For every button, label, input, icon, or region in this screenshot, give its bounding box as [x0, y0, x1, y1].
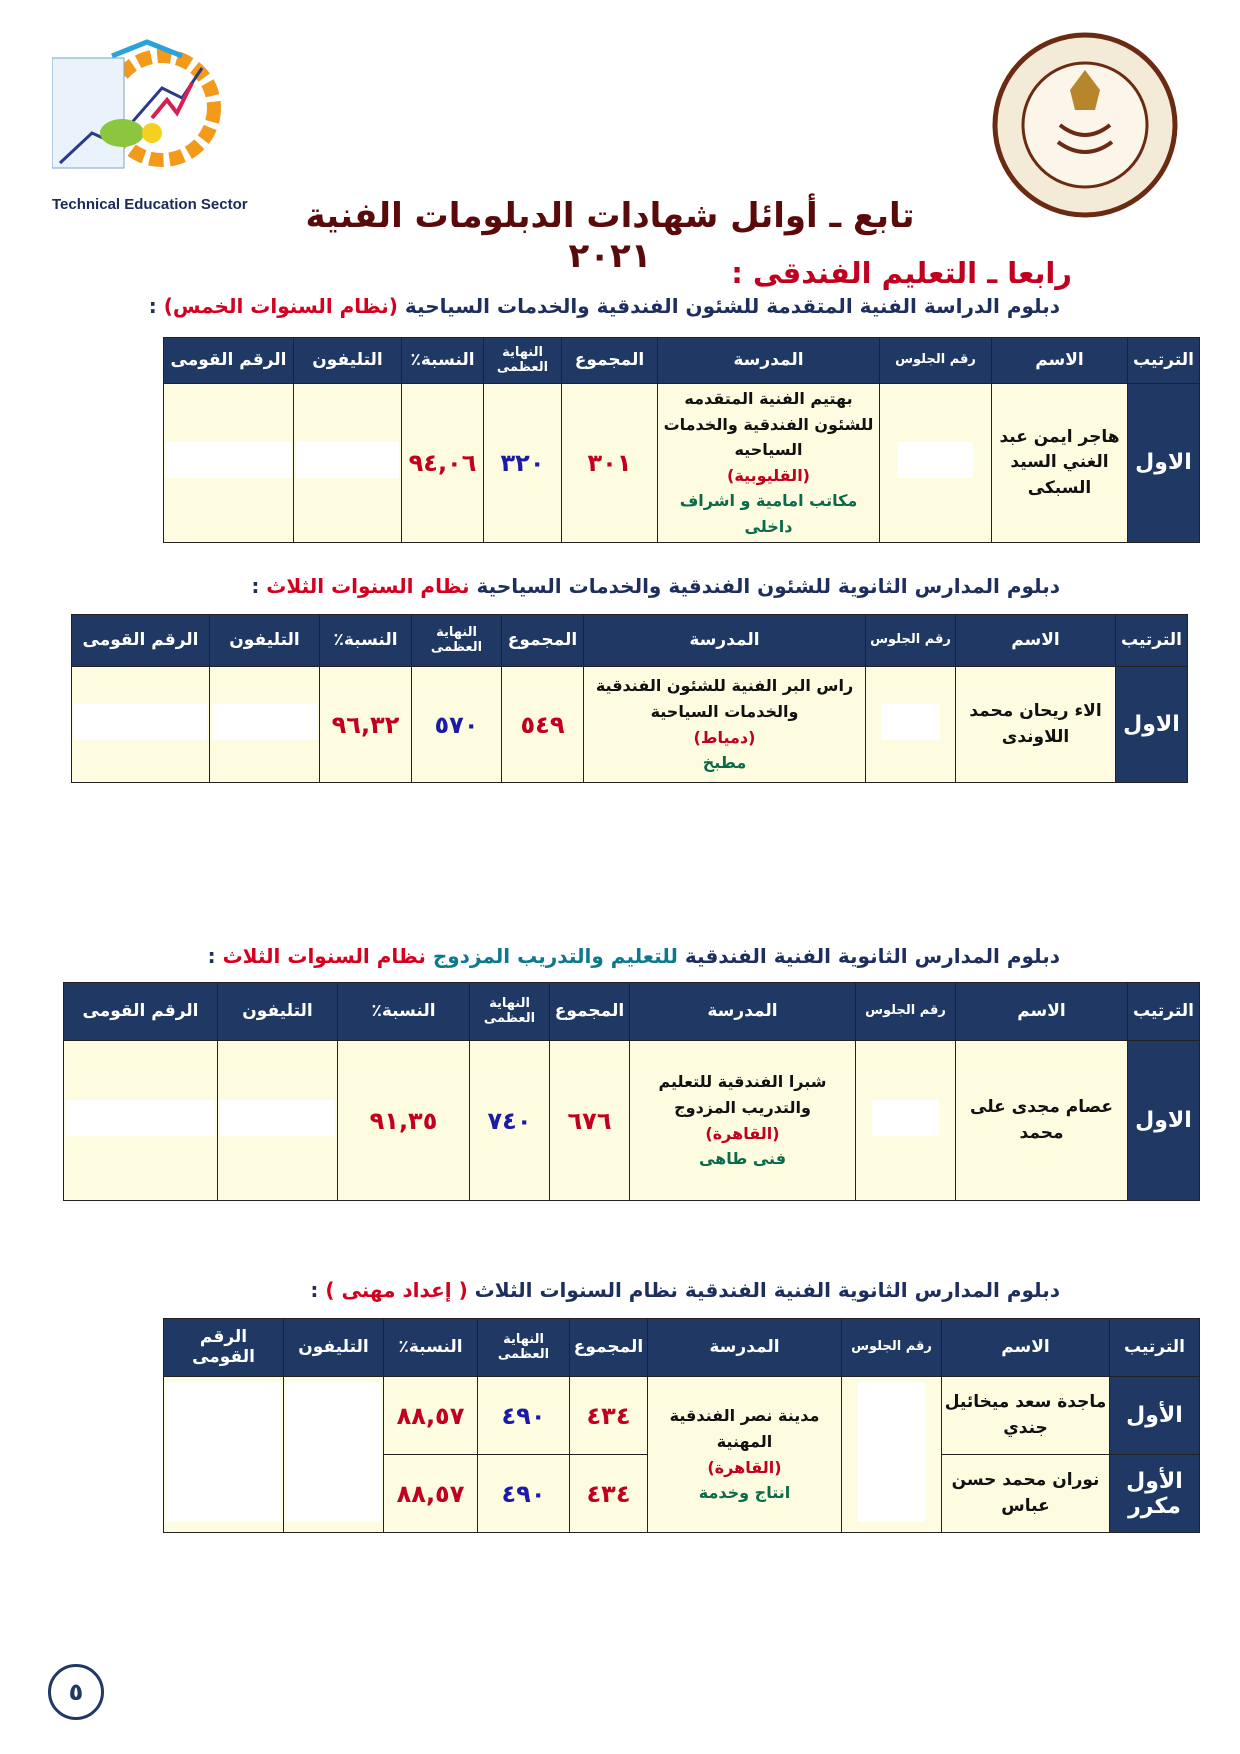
table-4-header-row	[164, 1319, 1200, 1377]
student-name: نوران محمد حسن عباس	[942, 1455, 1110, 1533]
seat-number-cell	[842, 1377, 942, 1533]
header-name: الاسم	[992, 338, 1128, 384]
header-max: النهاية العظمى	[478, 1319, 570, 1377]
table-3-heading-system: نظام السنوات الثلاث	[222, 944, 426, 968]
header-seat: رقم الجلوس	[880, 338, 992, 384]
table-3-heading	[208, 944, 1060, 968]
table-1-heading-system: (نظام السنوات الخمس)	[163, 294, 398, 318]
ministry-seal-logo	[990, 30, 1180, 220]
header-school: المدرسة	[630, 983, 856, 1041]
redacted-box	[166, 442, 291, 478]
redacted-box	[220, 1100, 335, 1136]
results-table-3	[63, 982, 1200, 1201]
total-score: ٥٤٩	[502, 667, 584, 783]
national-id-cell	[164, 384, 294, 543]
school-name: بهتيم الفنية المتقدمه للشئون الفندقية والخدمات السياحيه	[663, 389, 874, 460]
table-4-heading-system: ( إعداد مهنى )	[325, 1278, 468, 1302]
header-seat: رقم الجلوس	[856, 983, 956, 1041]
table-2-heading-main: دبلوم المدارس الثانوية للشئون الفندقية والخدمات السياحية	[476, 574, 1060, 598]
results-table-1	[163, 337, 1200, 543]
table-2-heading	[251, 574, 1060, 598]
total-score: ٤٣٤	[570, 1455, 648, 1533]
specialization: انتاج وخدمة	[698, 1483, 791, 1503]
phone-cell	[284, 1377, 384, 1533]
header-school: المدرسة	[648, 1319, 842, 1377]
national-id-cell	[64, 1041, 218, 1201]
header-national-id: الرقم القومى	[64, 983, 218, 1041]
sector-logo-graphic	[52, 38, 232, 198]
page-number: ٥	[48, 1664, 104, 1720]
rank-cell: الاول	[1128, 1041, 1200, 1201]
table-3-heading-tail: :	[207, 944, 223, 968]
redacted-box	[858, 1382, 925, 1522]
student-name: الاء ريحان محمد اللاوندى	[956, 667, 1116, 783]
header-phone: التليفون	[218, 983, 338, 1041]
header-pct: النسبة٪	[320, 615, 412, 667]
percentage: ٨٨,٥٧	[384, 1455, 478, 1533]
header-max: النهاية العظمى	[412, 615, 502, 667]
header-name: الاسم	[956, 983, 1128, 1041]
phone-cell	[294, 384, 402, 543]
header-rank: الترتيب	[1128, 983, 1200, 1041]
table-3-header-row	[64, 983, 1200, 1041]
header-rank: الترتيب	[1110, 1319, 1200, 1377]
governorate: (القاهرة)	[707, 1457, 782, 1477]
specialization: مكاتب امامية و اشراف داخلى	[679, 491, 858, 536]
table-1-heading-tail: :	[148, 294, 164, 318]
max-score: ٥٧٠	[412, 667, 502, 783]
header-national-id: الرقم القومى	[164, 338, 294, 384]
redacted-box	[872, 1100, 939, 1136]
max-score: ٤٩٠	[478, 1455, 570, 1533]
seat-number-cell	[856, 1041, 956, 1201]
results-table-4	[163, 1318, 1200, 1533]
technical-education-sector-logo	[52, 38, 248, 218]
redacted-box	[881, 704, 941, 740]
percentage: ٨٨,٥٧	[384, 1377, 478, 1455]
table-4-heading-main: دبلوم المدارس الثانوية الفنية الفندقية نظام السنوات الثلاث	[474, 1278, 1060, 1302]
seat-number-cell	[866, 667, 956, 783]
redacted-box	[166, 1382, 281, 1522]
school-cell	[584, 667, 866, 783]
table-2-heading-tail: :	[251, 574, 267, 598]
header-school: المدرسة	[658, 338, 880, 384]
header-total: المجموع	[570, 1319, 648, 1377]
header-national-id: الرقم القومى	[164, 1319, 284, 1377]
rank-cell: الاول	[1128, 384, 1200, 543]
national-id-cell	[164, 1377, 284, 1533]
redacted-box	[212, 704, 317, 740]
rank-cell: الأول	[1110, 1377, 1200, 1455]
total-score: ٤٣٤	[570, 1377, 648, 1455]
table-1-heading-main: دبلوم الدراسة الفنية المتقدمة للشئون الفندقية والخدمات السياحية	[404, 294, 1060, 318]
student-name: ماجدة سعد ميخائيل جندي	[942, 1377, 1110, 1455]
national-id-cell	[72, 667, 210, 783]
section-title: رابعا ـ التعليم الفندقى :	[731, 256, 1072, 290]
max-score: ٧٤٠	[470, 1041, 550, 1201]
results-table-2	[71, 614, 1188, 783]
header-rank: الترتيب	[1128, 338, 1200, 384]
ministry-seal-graphic	[990, 30, 1180, 220]
header-rank: الترتيب	[1116, 615, 1188, 667]
header-total: المجموع	[550, 983, 630, 1041]
redacted-box	[286, 1382, 381, 1522]
percentage: ٩٤,٠٦	[402, 384, 484, 543]
rank-cell: الاول	[1116, 667, 1188, 783]
table-2-header-row	[72, 615, 1188, 667]
redacted-box	[74, 704, 207, 740]
table-4-heading	[310, 1278, 1060, 1302]
header-pct: النسبة٪	[338, 983, 470, 1041]
header-max: النهاية العظمى	[484, 338, 562, 384]
table-1-header-row	[164, 338, 1200, 384]
header-phone: التليفون	[294, 338, 402, 384]
governorate: (القاهرة)	[705, 1123, 780, 1143]
table-3-heading-middle: للتعليم والتدريب المزدوج	[432, 944, 678, 968]
header-total: المجموع	[502, 615, 584, 667]
max-score: ٣٢٠	[484, 384, 562, 543]
rank-cell: الأول مكرر	[1110, 1455, 1200, 1533]
header-pct: النسبة٪	[402, 338, 484, 384]
table-row	[164, 384, 1200, 543]
table-3-heading-main: دبلوم المدارس الثانوية الفنية الفندقية	[684, 944, 1060, 968]
governorate: (دمياط)	[693, 727, 756, 747]
header-school: المدرسة	[584, 615, 866, 667]
table-row	[72, 667, 1188, 783]
table-row	[164, 1377, 1200, 1455]
table-4-heading-tail: :	[310, 1278, 326, 1302]
phone-cell	[210, 667, 320, 783]
header-phone: التليفون	[210, 615, 320, 667]
specialization: مطبخ	[702, 753, 747, 773]
student-name: هاجر ايمن عبد الغني السيد السبكى	[992, 384, 1128, 543]
table-row	[64, 1041, 1200, 1201]
seat-number-cell	[880, 384, 992, 543]
table-1-heading	[149, 294, 1060, 318]
school-name: مدينة نصر الفندقية المهنية	[669, 1406, 820, 1451]
phone-cell	[218, 1041, 338, 1201]
sector-logo-caption: Technical Education Sector	[52, 196, 248, 213]
school-name: راس البر الفنية للشئون الفندقية والخدمات السياحية	[595, 676, 854, 721]
total-score: ٦٧٦	[550, 1041, 630, 1201]
school-cell	[630, 1041, 856, 1201]
percentage: ٩٦,٣٢	[320, 667, 412, 783]
header-seat: رقم الجلوس	[866, 615, 956, 667]
header-total: المجموع	[562, 338, 658, 384]
max-score: ٤٩٠	[478, 1377, 570, 1455]
page-main-title: تابع ـ أوائل شهادات الدبلومات الفنية ٢٠٢١	[305, 196, 915, 276]
header-max: النهاية العظمى	[470, 983, 550, 1041]
school-name: شبرا الفندقية للتعليم والتدريب المزدوج	[658, 1072, 827, 1117]
header-phone: التليفون	[284, 1319, 384, 1377]
school-cell	[648, 1377, 842, 1533]
header-seat: رقم الجلوس	[842, 1319, 942, 1377]
table-2-heading-system: نظام السنوات الثلاث	[266, 574, 470, 598]
header-pct: النسبة٪	[384, 1319, 478, 1377]
header-name: الاسم	[942, 1319, 1110, 1377]
total-score: ٣٠١	[562, 384, 658, 543]
redacted-box	[296, 442, 399, 478]
header-national-id: الرقم القومى	[72, 615, 210, 667]
redacted-box	[66, 1100, 215, 1136]
percentage: ٩١,٣٥	[338, 1041, 470, 1201]
header-name: الاسم	[956, 615, 1116, 667]
specialization: فنى طاهى	[698, 1149, 787, 1169]
student-name: عصام مجدى على محمد	[956, 1041, 1128, 1201]
governorate: (القليوبية)	[727, 465, 810, 485]
redacted-box	[898, 442, 973, 478]
school-cell	[658, 384, 880, 543]
